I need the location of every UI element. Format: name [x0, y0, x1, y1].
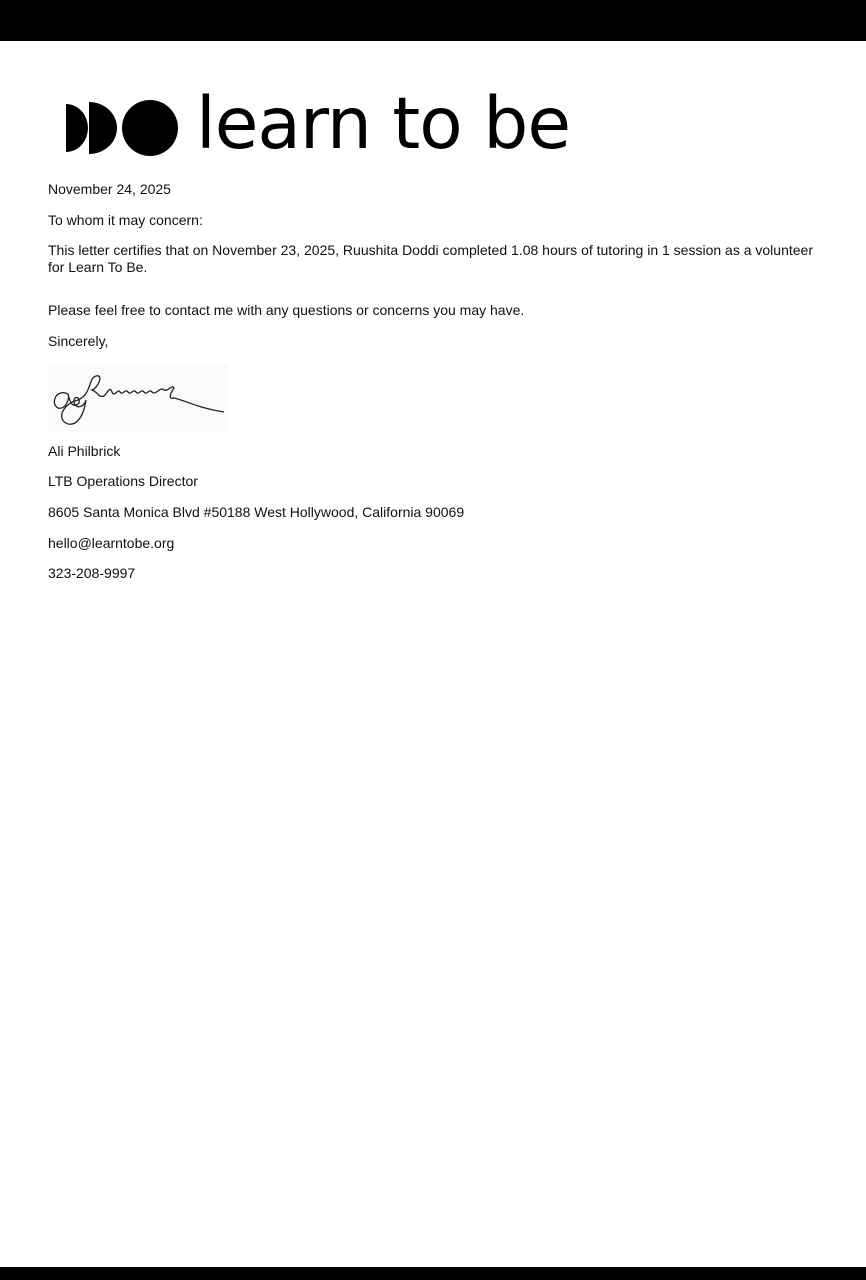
email: hello@learntobe.org: [48, 535, 175, 551]
signer-title: LTB Operations Director: [48, 473, 198, 489]
letter-date: November 24, 2025: [48, 181, 171, 197]
closing-note: Please feel free to contact me with any questions or concerns you may have.: [48, 302, 525, 318]
salutation: To whom it may concern:: [48, 212, 203, 228]
top-bar: [0, 0, 866, 41]
letter-body: This letter certifies that on November 23, 2025, Ruushita Doddi completed 1.08 hours of tutoring in 1 session as a volunteer for Learn To Be.: [48, 242, 813, 275]
address: 8605 Santa Monica Blvd #50188 West Hollywood, California 90069: [48, 504, 465, 520]
logo-mark-icon: [64, 98, 180, 158]
learn-to-be-logo: [64, 82, 571, 165]
logo-text: learn to be: [196, 82, 571, 165]
sign-off: Sincerely,: [48, 333, 109, 349]
signer-name: Ali Philbrick: [48, 443, 121, 459]
signature-image: [48, 364, 228, 437]
phone: 323-208-9997: [48, 565, 136, 581]
bottom-bar: [0, 1267, 866, 1280]
